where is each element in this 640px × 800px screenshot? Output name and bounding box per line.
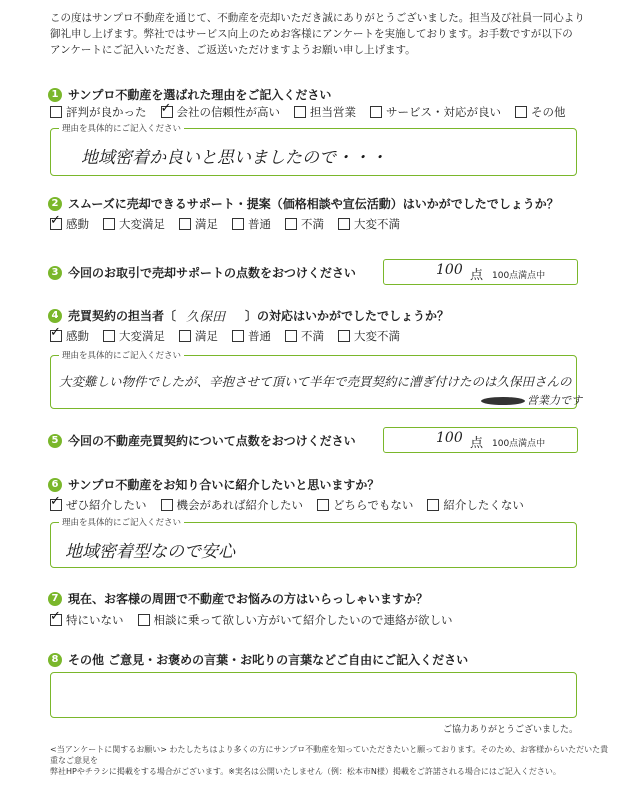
q5-score-value: 100 [436, 430, 463, 446]
option-label: 会社の信頼性が高い [176, 105, 280, 119]
question-number-3: 3 [48, 266, 62, 280]
option-label: 特にいない [66, 613, 124, 627]
q4-option-very-satisfied[interactable] [103, 328, 165, 344]
checkbox-checked[interactable] [50, 499, 62, 511]
option-label: どちらでもない [333, 498, 414, 512]
question-8 [48, 651, 468, 668]
checkbox[interactable] [232, 218, 244, 230]
option-label: 不満 [301, 217, 324, 231]
checkbox[interactable] [103, 218, 115, 230]
thanks-text: ご協力ありがとうございました。 [442, 725, 578, 735]
q1-option-service[interactable] [370, 104, 501, 120]
q6-option-if-chance[interactable] [161, 497, 304, 513]
q2-option-very-satisfied[interactable] [103, 216, 165, 232]
scribble-mark [481, 397, 525, 405]
q4-option-dissatisfied[interactable] [285, 328, 324, 344]
q2-options [50, 216, 400, 232]
checkbox[interactable] [161, 499, 173, 511]
option-label: 担当営業 [310, 105, 356, 119]
option-label: 評判が良かった [66, 105, 147, 119]
q4-options [50, 328, 400, 344]
q1-reason-handwriting: 地域密着か良いと思いましたので・・・ [81, 148, 387, 168]
checkbox-checked[interactable] [161, 106, 173, 118]
q4-reason-handwriting-line-2: 営業力です [527, 394, 582, 407]
question-4 [48, 306, 449, 325]
option-label: 満足 [195, 217, 218, 231]
question-3-text: 今回のお取引で売却サポートの点数をおつけください [68, 266, 356, 280]
question-1 [48, 86, 331, 103]
question-2 [48, 195, 559, 212]
checkbox[interactable] [179, 218, 191, 230]
checkbox[interactable] [285, 218, 297, 230]
q4-reason-handwriting-line-1: 大変難しい物件でしたが、辛抱させて頂いて半年で売買契約に漕ぎ付けたのは久保田さんの [59, 374, 572, 389]
question-6-text: サンプロ不動産をお知り合いに紹介したいと思いますか？ [68, 478, 380, 492]
question-number-7: 7 [48, 592, 62, 606]
checkbox[interactable] [138, 614, 150, 626]
question-number-2: 2 [48, 197, 62, 211]
q1-reason-box[interactable] [50, 124, 577, 176]
option-label: 普通 [248, 217, 271, 231]
intro-line-3: アンケートにご記入いただき、ご返送いただけますようお願い申し上げます。 [50, 44, 416, 56]
question-5-text: 今回の不動産売買契約について点数をおつけください [68, 434, 356, 448]
q1-options [50, 104, 566, 120]
option-label: 満足 [195, 329, 218, 343]
intro-line-1: この度はサンプロ不動産を通じて、不動産を売却いただき誠にありがとうございました。担当及び社員一同心より [50, 12, 585, 24]
reason-label: 理由を具体的にご記入ください [59, 516, 184, 528]
q2-option-dissatisfied[interactable] [285, 216, 324, 232]
option-label: 感動 [66, 217, 89, 231]
option-label: 大変満足 [119, 217, 165, 231]
q2-option-impressed[interactable] [50, 216, 89, 232]
q1-option-reputation[interactable] [50, 104, 147, 120]
checkbox[interactable] [232, 330, 244, 342]
option-label: 紹介したくない [443, 498, 524, 512]
question-number-6: 6 [48, 478, 62, 492]
q4-option-very-dissatisfied[interactable] [338, 328, 400, 344]
q5-score-box[interactable] [383, 427, 578, 453]
q4-reason-box[interactable] [50, 351, 582, 409]
q3-score-unit: 点 [470, 268, 484, 283]
q8-comment-box[interactable] [50, 672, 577, 718]
checkbox[interactable] [338, 330, 350, 342]
checkbox[interactable] [103, 330, 115, 342]
q2-option-very-dissatisfied[interactable] [338, 216, 400, 232]
q6-reason-box[interactable] [50, 518, 577, 568]
q6-option-neutral[interactable] [317, 497, 413, 513]
q6-reason-handwriting: 地域密着型なので安心 [65, 542, 235, 562]
checkbox[interactable] [50, 106, 62, 118]
q2-option-average[interactable] [232, 216, 271, 232]
option-label: 普通 [248, 329, 271, 343]
checkbox[interactable] [317, 499, 329, 511]
checkbox[interactable] [515, 106, 527, 118]
question-4-text-before: 売買契約の担当者〔 [68, 309, 177, 323]
checkbox-checked[interactable] [50, 330, 62, 342]
q1-option-sales-rep[interactable] [294, 104, 356, 120]
question-6 [48, 476, 379, 493]
option-label: その他 [531, 105, 566, 119]
checkbox[interactable] [370, 106, 382, 118]
footer-line-1: <当アンケートに関するお願い> わたしたちはより多くの方にサンプロ不動産を知っていただきたいと願っております。そのため、お客様からいただいた貴重なご意見を [50, 745, 609, 765]
q7-option-want-contact[interactable] [138, 612, 453, 628]
option-label: 相談に乗って欲しい方がいて紹介したいので連絡が欲しい [153, 613, 453, 627]
question-2-text: スムーズに売却できるサポート・提案（価格相談や宣伝活動）はいかがでしたでしょうか？ [68, 197, 559, 211]
option-label: サービス・対応が良い [386, 105, 501, 119]
option-label: 大変不満 [354, 217, 400, 231]
question-8-text: その他 ご意見・お褒めの言葉・お叱りの言葉などご自由にご記入ください [68, 653, 469, 667]
q2-option-satisfied[interactable] [179, 216, 218, 232]
q7-option-none[interactable] [50, 612, 124, 628]
checkbox[interactable] [294, 106, 306, 118]
q3-score-suffix: 100点満点中 [492, 271, 546, 281]
question-5 [48, 432, 356, 449]
q3-score-value: 100 [436, 262, 463, 278]
question-number-1: 1 [48, 88, 62, 102]
q4-option-average[interactable] [232, 328, 271, 344]
checkbox[interactable] [338, 218, 350, 230]
q5-score-suffix: 100点満点中 [492, 439, 546, 449]
q4-option-satisfied[interactable] [179, 328, 218, 344]
option-label: 大変不満 [354, 329, 400, 343]
question-4-text-after: 〕の対応はいかがでしたでしょうか？ [245, 309, 450, 323]
q1-option-other[interactable] [515, 104, 566, 120]
q4-rep-name-handwriting: 久保田 [186, 310, 226, 325]
question-1-text: サンプロ不動産を選ばれた理由をご記入ください [68, 88, 332, 102]
question-number-8: 8 [48, 653, 62, 667]
option-label: 機会があれば紹介したい [176, 498, 303, 512]
checkbox[interactable] [427, 499, 439, 511]
q4-option-impressed[interactable] [50, 328, 89, 344]
question-number-4: 4 [48, 309, 62, 323]
option-label: 不満 [301, 329, 324, 343]
checkbox-checked[interactable] [50, 614, 62, 626]
reason-label: 理由を具体的にご記入ください [59, 349, 184, 361]
q6-options [50, 497, 524, 513]
footer-line-2: 弊社HPやチラシに掲載をする場合がございます。※実名は公開いたしません（例：松本市N様）掲載をご許諾される場合にはご記入ください。 [50, 767, 561, 776]
question-7 [48, 590, 428, 607]
intro-line-2: 御礼申し上げます。弊社ではサービス向上のためお客様にアンケートを実施しております。お手数ですが以下の [50, 28, 573, 40]
footer-note [50, 744, 610, 777]
checkbox-checked[interactable] [50, 218, 62, 230]
q6-option-definitely[interactable] [50, 497, 147, 513]
checkbox[interactable] [285, 330, 297, 342]
question-7-text: 現在、お客様の周囲で不動産でお悩みの方はいらっしゃいますか？ [68, 592, 429, 606]
q3-score-box[interactable] [383, 259, 578, 285]
q6-option-no[interactable] [427, 497, 524, 513]
intro-text [50, 10, 610, 58]
option-label: ぜひ紹介したい [66, 498, 147, 512]
checkbox[interactable] [179, 330, 191, 342]
question-3 [48, 264, 356, 281]
reason-label: 理由を具体的にご記入ください [59, 122, 184, 134]
q1-option-reliability[interactable] [161, 104, 281, 120]
q7-options [50, 612, 453, 628]
option-label: 感動 [66, 329, 89, 343]
option-label: 大変満足 [119, 329, 165, 343]
question-number-5: 5 [48, 434, 62, 448]
q5-score-unit: 点 [470, 436, 484, 451]
